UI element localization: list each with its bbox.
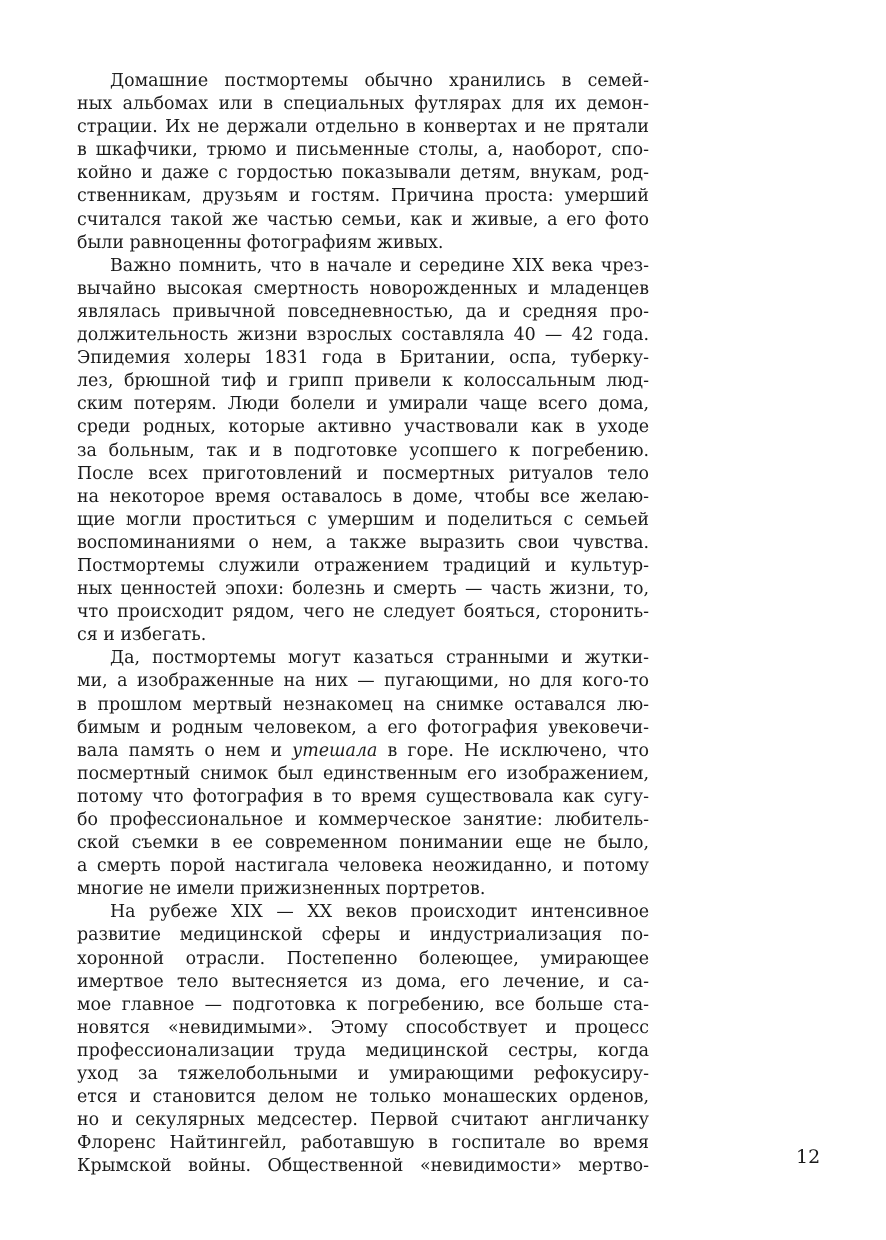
text-line: а смерть порой настигала человека неожиданно, и потому [77, 856, 649, 877]
text-line: ственникам, друзьям и гостям. Причина проста: умерший [77, 186, 649, 207]
text-line: за больным, так и в подготовке усопшего к погребению. [77, 440, 649, 461]
text-segment: в горе. Не исключено, что [377, 740, 650, 761]
page-number: 12 [796, 1146, 821, 1168]
page-text [77, 70, 649, 1179]
text-line: Флоренс Найтингейл, работавшую в госпитале во время [77, 1133, 649, 1154]
text-line: щие могли проститься с умершим и поделиться с семьей [77, 509, 649, 530]
text-line: посмертный снимок был единственным его изображением, [77, 763, 649, 784]
text-line: ся и избегать. [77, 625, 207, 646]
text-segment: вала память о нем и [77, 740, 283, 761]
text-line: профессионализации труда медицинской сестры, когда [77, 1040, 649, 1061]
text-line: страции. Их не держали отдельно в конвертах и не прятали [77, 117, 649, 138]
text-line: Важно помнить, что в начале и середине XIX века чрез- [110, 255, 649, 276]
text-line: ми, а изображенные на них — пугающими, но для кого-то [77, 671, 649, 692]
text-line: Эпидемия холеры 1831 года в Британии, оспа, туберку- [77, 348, 649, 369]
text-line: Крымской войны. Общественной «невидимости» мертво- [77, 1156, 649, 1177]
text-line: ским потерям. Люди болели и умирали чаще всего дома, [77, 394, 649, 415]
italic-word: утешала [292, 740, 378, 761]
text-line: вычайно высокая смертность новорожденных и младенцев [77, 278, 649, 299]
text-line: бо профессиональное и коммерческое занятие: любитель- [77, 810, 649, 830]
text-line: но и секулярных медсестер. Первой считают англичанку [77, 1110, 649, 1131]
text-line: новятся «невидимыми». Этому способствует и процесс [77, 1017, 649, 1038]
text-line: лез, брюшной тиф и грипп привели к колоссальным люд- [77, 371, 649, 392]
text-line: являлась привычной повседневностью, да и средняя про- [77, 301, 649, 322]
text-line: Постмортемы служили отражением традиций и культур- [77, 555, 649, 576]
paragraph-4 [77, 901, 649, 1178]
paragraph-3 [77, 647, 649, 901]
text-line: среди родных, которые активно участвовали как в уходе [77, 417, 649, 438]
text-line: Да, постмортемы могут казаться странными и жутки- [110, 648, 649, 669]
paragraph-1 [77, 70, 649, 255]
text-line: койно и даже с гордостью показывали детям, внукам, род- [77, 163, 649, 184]
text-line: воспоминаниями о нем, а также выразить свои чувства. [77, 532, 649, 553]
text-line: развитие медицинской сферы и индустриализация по- [77, 925, 649, 946]
text-line: что происходит рядом, чего не следует бояться, сторонить- [77, 602, 649, 623]
text-line: бимым и родным человеком, а его фотография увековечи- [77, 717, 649, 738]
text-line-with-italic [77, 740, 649, 763]
text-line: на некоторое время оставалось в доме, чтобы все желаю- [77, 486, 649, 507]
text-line: мое главное — подготовка к погребению, все больше ста- [77, 994, 649, 1015]
text-line: в прошлом мертвый незнакомец на снимке оставался лю- [77, 694, 649, 715]
text-line: Домашние постмортемы обычно хранились в семей- [110, 71, 649, 91]
text-line: На рубеже XIX — XX веков происходит интенсивное [110, 902, 649, 923]
text-line: были равноценны фотографиям живых. [77, 232, 444, 253]
text-line: хоронной отрасли. Постепенно болеющее, умирающее [77, 948, 649, 969]
text-line: в шкафчики, трюмо и письменные столы, а, наоборот, спо- [77, 140, 649, 161]
paragraph-2 [77, 255, 649, 648]
text-line: уход за тяжелобольными и умирающими рефокусиру- [77, 1064, 649, 1085]
text-line: После всех приготовлений и посмертных ритуалов тело [77, 463, 649, 484]
text-line: потому что фотография в то время существовала как сугу- [77, 786, 649, 807]
text-line: многие не имели прижизненных портретов. [77, 879, 486, 900]
text-line: ных ценностей эпохи: болезнь и смерть — часть жизни, то, [77, 579, 649, 600]
text-line: считался такой же частью семьи, как и живые, а его фото [77, 209, 649, 230]
text-line: ных альбомах или в специальных футлярах для их демон- [77, 94, 649, 115]
text-line: ется и становится делом не только монашеских орденов, [77, 1087, 649, 1108]
text-line: ской съемки в ее современном понимании еще не было, [77, 833, 649, 854]
text-line: имертвое тело вытесняется из дома, его лечение, и са- [77, 971, 649, 992]
text-line: должительность жизни взрослых составляла 40 — 42 года. [77, 325, 649, 346]
